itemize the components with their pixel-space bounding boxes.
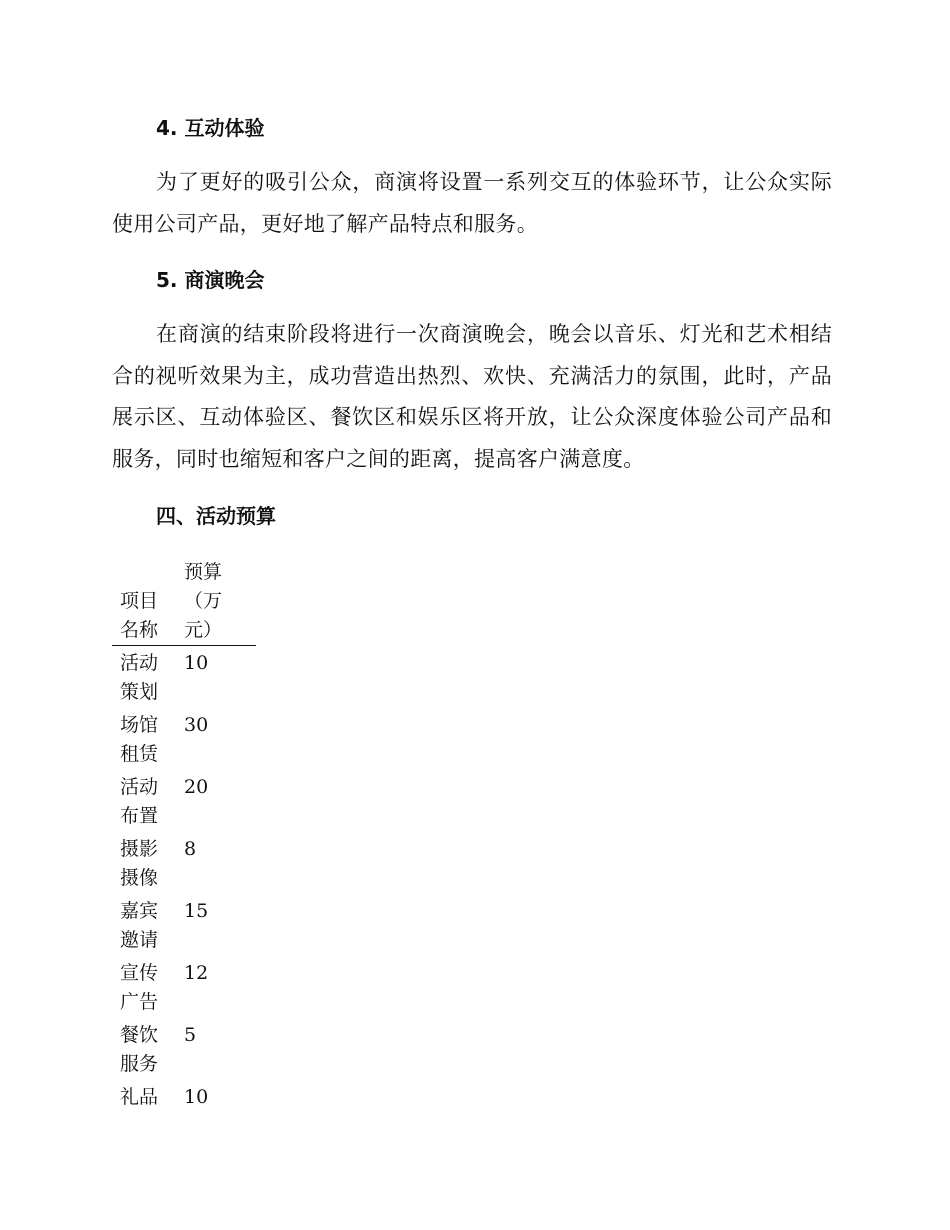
budget-value-cell: 30 [184,714,209,736]
table-header-row [112,558,256,646]
table-row [112,646,256,709]
section-heading-budget: 四、活动预算 [156,504,276,528]
table-row [112,894,256,956]
paragraph-evening-gala: 在商演的结束阶段将进行一次商演晚会，晚会以音乐、灯光和艺术相结合的视听效果为主，成功营造出热烈、欢快、充满活力的氛围，此时，产品展示区、互动体验区、餐饮区和娱乐区将开放，让公众深度体验公司产品和服务，同时也缩短和客户之间的距离，提高客户满意度。 [112,322,832,471]
budget-value-cell: 20 [184,776,209,798]
column-header-budget: 预算（万元） [176,558,256,646]
budget-value-cell: 10 [184,652,209,674]
paragraph-interactive-experience: 为了更好的吸引公众，商演将设置一系列交互的体验环节，让公众实际使用公司产品，更好地了解产品特点和服务。 [112,170,832,236]
item-name-cell: 摄影摄像 [120,838,159,889]
item-name-cell: 礼品 [120,1086,159,1108]
section-heading-interactive-experience: 4. 互动体验 [156,116,265,140]
table-row [112,956,256,1018]
item-name-cell: 场馆租赁 [120,714,159,765]
table-row [112,832,256,894]
section-heading-evening-gala: 5. 商演晚会 [156,268,265,292]
budget-value-cell: 12 [184,962,209,984]
item-name-cell: 宣传广告 [120,962,159,1013]
table-row [112,770,256,832]
budget-value-cell: 5 [184,1024,197,1046]
budget-table [112,558,256,1113]
budget-value-cell: 8 [184,838,197,860]
item-name-cell: 嘉宾邀请 [120,900,159,951]
table-row [112,1080,256,1113]
table-row [112,708,256,770]
item-name-cell: 活动布置 [120,776,159,827]
item-name-cell: 餐饮服务 [120,1024,159,1075]
budget-value-cell: 10 [184,1086,209,1108]
column-header-item-name: 项目名称 [112,558,176,646]
budget-value-cell: 15 [184,900,209,922]
table-row [112,1018,256,1080]
item-name-cell: 活动策划 [120,652,159,703]
